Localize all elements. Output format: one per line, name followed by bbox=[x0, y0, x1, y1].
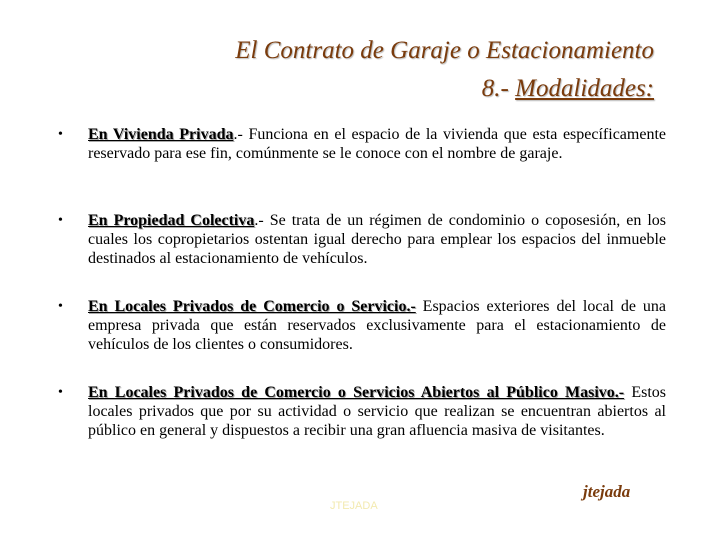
bullet-icon: • bbox=[58, 385, 63, 400]
slide-title: El Contrato de Garaje o Estacionamiento bbox=[235, 37, 654, 64]
item-heading: En Locales Privados de Comercio o Servicio.- bbox=[88, 298, 416, 315]
bullet-icon: • bbox=[58, 213, 63, 228]
subtitle-underlined: Modalidades: bbox=[515, 75, 654, 102]
item-text: .- Se trata de un régimen de condominio o coposesión, en los cuales los copropietarios ostentan igual derecho para emplear los espacios del inmueble destinados al estacionamiento de vehículos. bbox=[88, 212, 667, 267]
subtitle-number: 8.- bbox=[481, 75, 516, 102]
bullet-icon: • bbox=[58, 127, 63, 142]
list-item bbox=[88, 383, 666, 440]
bullet-icon: • bbox=[58, 299, 63, 314]
item-heading: En Vivienda Privada bbox=[88, 126, 234, 143]
item-heading: En Locales Privados de Comercio o Servicios Abiertos al Público Masivo.- bbox=[88, 384, 625, 401]
item-heading: En Propiedad Colectiva bbox=[88, 212, 255, 229]
list-item bbox=[88, 125, 666, 163]
item-text: Espacios exteriores del local de una empresa privada que están reservados exclusivamente para el estacionamiento de vehículos de los clientes o consumidores. bbox=[88, 298, 666, 353]
slide-subtitle bbox=[482, 76, 654, 101]
item-text: Estos locales privados que por su actividad o servicio que realizan se encuentran abiertos al público en general y dispuestos a recibir una gran afluencia masiva de visitantes. bbox=[88, 384, 667, 439]
list-item bbox=[88, 211, 666, 268]
item-text: .- Funciona en el espacio de la vivienda que esta específicamente reservado para ese fin, comúnmente se le conoce con el nombre de garaje. bbox=[88, 126, 667, 162]
author-signature: jtejada bbox=[583, 482, 631, 501]
footer-watermark: JTEJADA bbox=[330, 500, 378, 512]
list-item bbox=[88, 297, 666, 354]
